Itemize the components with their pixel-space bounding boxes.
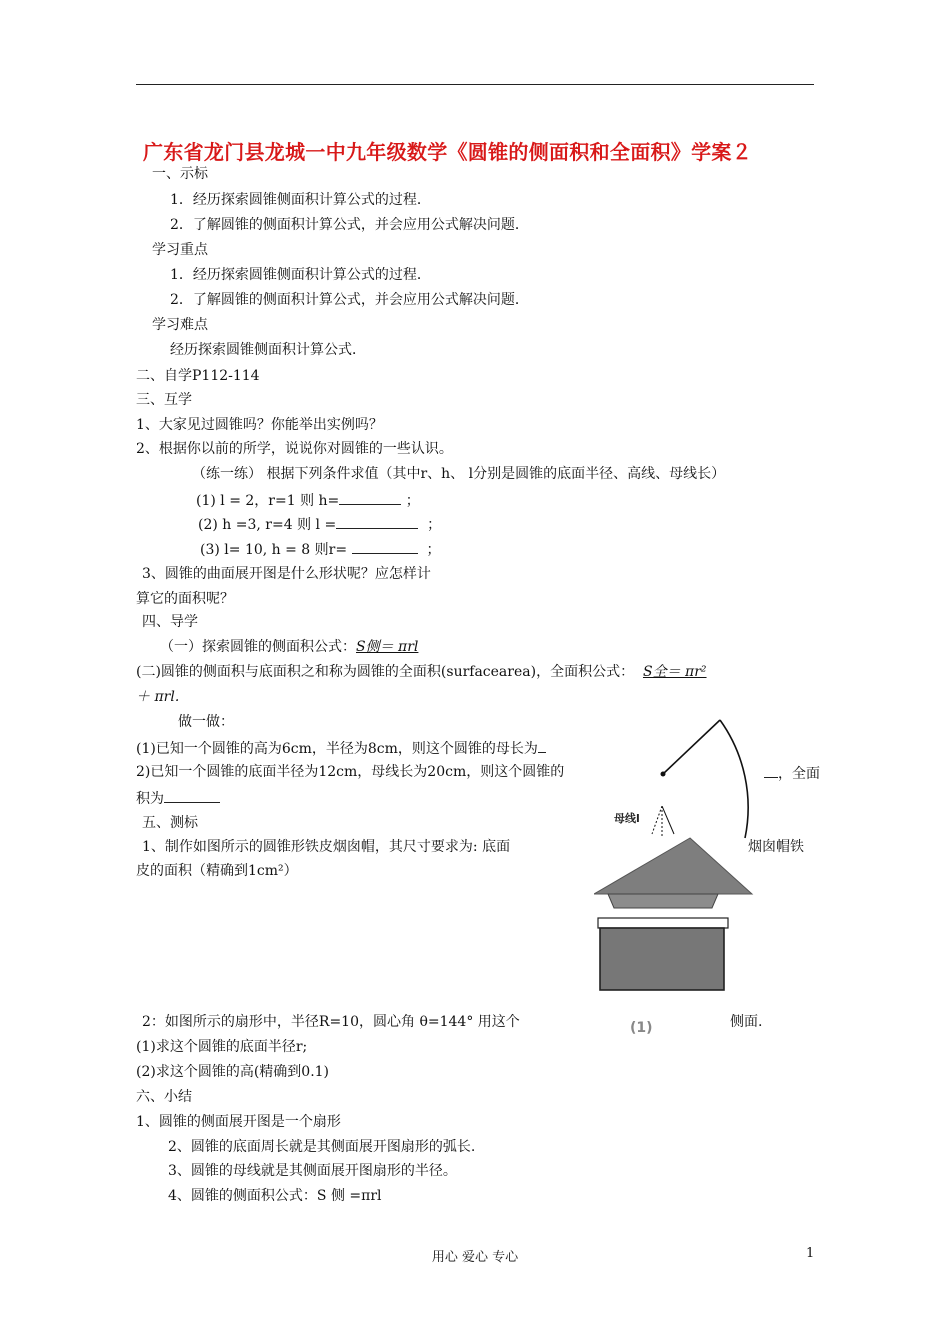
lateral-area-line [160, 638, 486, 656]
test-question-2-line-1: 2：如图所示的扇形中，半径R=10，圆心角 θ=144° 用这个 [142, 1014, 520, 1030]
total-area-formula-cont: ＋ πrl. [136, 689, 180, 705]
section-3-heading: 三、互学 [136, 392, 192, 408]
try-2-text: 2)已知一个圆锥的底面半径为12cm，母线长为20cm，则这个圆锥的 [136, 764, 565, 780]
practice-item-3 [200, 539, 440, 559]
summary-item-4: 4、圆锥的侧面积公式：S 侧 =πrl [168, 1188, 382, 1204]
page-footer: 用心 爱心 专心 [431, 1250, 519, 1265]
try-2c-text: 积为 [136, 791, 164, 807]
question-3-line-1: 3、圆锥的曲面展开图是什么形状呢？应怎样计 [142, 566, 431, 582]
test-question-2-part-1: (1)求这个圆锥的底面半径r; [136, 1039, 308, 1055]
document-title: 广东省龙门县龙城一中九年级数学《圆锥的侧面积和全面积》学案２ [143, 140, 752, 164]
test-question-1-line-2: 皮的面积（精确到1cm²） [136, 863, 298, 879]
figure-label-1: (1) [630, 1020, 653, 1036]
section-2-heading: 二、自学P112-114 [136, 368, 260, 384]
summary-item-2: 2、圆锥的底面周长就是其侧面展开图扇形的弧长. [168, 1139, 476, 1155]
practice-2-text: (2) h =3, r=4 则 l = [198, 517, 337, 533]
header-rule [136, 84, 814, 85]
practice-1-end: ； [405, 493, 420, 509]
section-5-heading: 五、测标 [142, 815, 198, 831]
try-2-tail-text: ，全面 [778, 766, 820, 782]
practice-item-2 [198, 514, 441, 534]
try-heading: 做一做： [178, 714, 234, 730]
question-2: 2、根据你以前的所学，说说你对圆锥的一些认识。 [136, 441, 453, 457]
section-4-heading: 四、导学 [142, 614, 198, 630]
practice-3-end: ； [426, 542, 441, 558]
chimney-cap-figure [594, 806, 754, 1036]
goal-item-2: 2．了解圆锥的侧面积计算公式，并会应用公式解决问题． [170, 217, 529, 233]
key-points-heading: 学习重点 [152, 242, 208, 258]
total-area-formula: S全＝ πr² [642, 664, 707, 680]
try-1-text: (1)已知一个圆锥的高为6cm，半径为8cm，则这个圆锥的母长为 [136, 741, 538, 757]
test-question-1-line-1: 1、制作如图所示的圆锥形铁皮烟囱帽，其尺寸要求为: 底面 [142, 839, 511, 855]
try-item-1 [136, 738, 546, 758]
section-1-heading: 一、示标 [152, 166, 208, 182]
slant-height-label: 母线l [614, 812, 640, 825]
answer-blank[interactable] [164, 788, 220, 803]
practice-intro: （练一练） 根据下列条件求值（其中r、h、 l分别是圆锥的底面半径、高线、母线长） [192, 466, 726, 482]
try-item-2 [136, 763, 564, 781]
difficulty-heading: 学习难点 [152, 317, 208, 333]
test-question-2-part-2: (2)求这个圆锥的高(精确到0.1) [136, 1064, 330, 1080]
lateral-area-text: （一）探索圆锥的侧面积公式： [160, 639, 356, 655]
practice-2-end: ； [427, 517, 442, 533]
question-3-line-2: 算它的面积呢？ [136, 591, 234, 607]
lateral-area-formula: S侧＝ πrl [356, 639, 419, 655]
answer-blank[interactable] [352, 539, 418, 554]
key-point-1: 1．经历探索圆锥侧面积计算公式的过程． [170, 267, 431, 283]
summary-item-3: 3、圆锥的母线就是其侧面展开图扇形的半径。 [168, 1163, 457, 1179]
total-area-text: (二)圆锥的侧面积与底面积之和称为圆锥的全面积(surfacearea)，全面积公式： [136, 664, 635, 680]
key-point-2: 2．了解圆锥的侧面积计算公式，并会应用公式解决问题． [170, 292, 529, 308]
answer-blank[interactable] [538, 738, 546, 753]
practice-item-1 [196, 490, 420, 510]
section-6-heading: 六、小结 [136, 1089, 192, 1105]
try-item-2-line-2 [136, 788, 220, 808]
answer-blank[interactable] [336, 514, 418, 529]
summary-item-1: 1、圆锥的侧面展开图是一个扇形 [136, 1114, 341, 1130]
question-1: 1、大家见过圆锥吗？你能举出实例吗？ [136, 417, 383, 433]
total-area-line [136, 663, 707, 681]
test-question-2-tail: 侧面. [730, 1014, 763, 1030]
practice-1-text: (1) l = 2，r=1 则 h= [196, 493, 340, 509]
answer-blank[interactable] [339, 490, 401, 505]
difficulty-item: 经历探索圆锥侧面积计算公式． [170, 342, 366, 358]
test-question-1-tail: 烟囱帽铁 [748, 839, 804, 855]
goal-item-1: 1．经历探索圆锥侧面积计算公式的过程． [170, 192, 431, 208]
page-number: 1 [806, 1246, 815, 1261]
practice-3-text: (3) l= 10, h = 8 则r= [200, 542, 348, 558]
